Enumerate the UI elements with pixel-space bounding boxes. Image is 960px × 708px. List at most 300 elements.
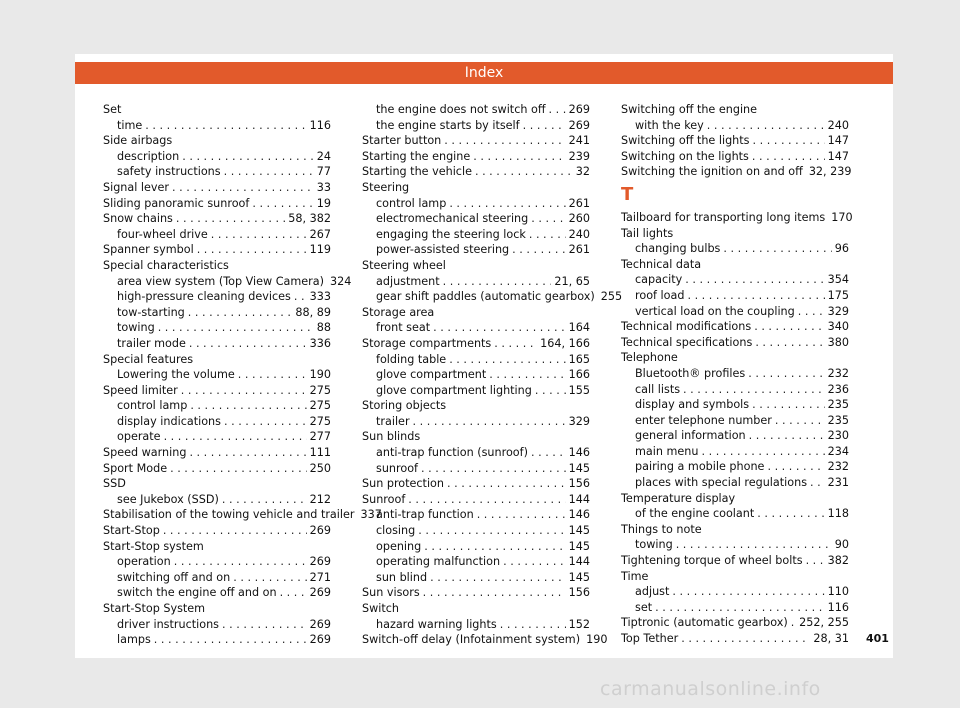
page-reference: 111	[309, 446, 331, 460]
page-reference: 24	[316, 149, 331, 163]
entry-text: call lists	[635, 382, 681, 396]
dot-leader	[280, 585, 307, 601]
entry-text: electromechanical steering	[376, 212, 529, 226]
dot-leader	[529, 227, 566, 243]
index-entry	[621, 553, 849, 569]
dot-leader	[444, 133, 565, 149]
page-reference: 236	[827, 382, 849, 396]
index-subentry	[362, 227, 590, 243]
entry-text: Switching off the lights	[621, 134, 750, 148]
entry-text: vertical load on the coupling	[635, 304, 795, 318]
dot-leader	[753, 133, 825, 149]
page-reference: 19	[316, 196, 331, 210]
page-reference: 329	[568, 414, 590, 428]
entry-text: see Jukebox (SSD)	[117, 492, 219, 506]
page-reference: 119	[309, 243, 331, 257]
dot-leader	[749, 428, 825, 444]
index-entry	[362, 476, 590, 492]
entry-text: power-assisted steering	[376, 243, 510, 257]
entry-text: enter telephone number	[635, 413, 772, 427]
entry-text: Stabilisation of the towing vehicle and trailer	[103, 508, 355, 522]
entry-text: control lamp	[376, 196, 447, 210]
entry-text: driver instructions	[117, 617, 219, 631]
dot-leader	[500, 617, 566, 633]
index-entry	[103, 242, 331, 258]
page-reference: 382	[827, 554, 849, 568]
page-reference: 32	[575, 165, 590, 179]
entry-text: anti-trap function	[376, 508, 474, 522]
dot-leader	[494, 336, 537, 352]
entry-text: Switching the ignition on and off	[621, 165, 803, 179]
dot-leader	[408, 492, 565, 508]
entry-text: Set	[103, 103, 122, 116]
entry-text: Sunroof	[362, 492, 406, 506]
entry-text: Tailboard for transporting long items	[621, 210, 826, 224]
index-subentry	[621, 241, 849, 257]
index-subentry	[103, 289, 331, 305]
index-subentry	[103, 164, 331, 180]
page-reference: 271	[309, 570, 331, 584]
dot-leader	[685, 272, 824, 288]
index-entry	[103, 476, 331, 492]
index-subentry	[621, 382, 849, 398]
dot-leader	[172, 180, 314, 196]
index-subentry	[362, 461, 590, 477]
index-entry	[362, 133, 590, 149]
entry-text: Special characteristics	[103, 258, 229, 272]
index-subentry	[103, 617, 331, 633]
entry-text: Time	[621, 569, 649, 583]
index-subentry	[103, 554, 331, 570]
entry-text: display indications	[117, 414, 221, 428]
page-reference: 380	[827, 335, 849, 349]
page-reference: 230	[827, 429, 849, 443]
entry-text: Starting the engine	[362, 149, 471, 163]
page-reference: 212	[309, 492, 331, 506]
index-subentry	[103, 429, 331, 445]
entry-text: towing	[117, 321, 155, 335]
entry-text: display and symbols	[635, 398, 750, 412]
dot-leader	[189, 336, 307, 352]
index-subentry	[621, 272, 849, 288]
dot-leader	[449, 352, 565, 368]
page-reference: 28, 31	[813, 632, 849, 645]
entry-text: Storage compartments	[362, 336, 492, 350]
entry-text: Tail lights	[621, 226, 674, 240]
entry-text: adjust	[635, 585, 670, 599]
entry-text: Technical specifications	[621, 335, 753, 349]
index-subentry	[621, 475, 849, 491]
index-subentry	[621, 288, 849, 304]
dot-leader	[531, 211, 565, 227]
page-reference: 269	[309, 586, 331, 600]
page-number: 401	[866, 632, 889, 645]
index-entry	[621, 149, 849, 165]
entry-text: Bluetooth® profiles	[635, 366, 746, 380]
index-subentry	[103, 398, 331, 414]
index-column-2	[362, 102, 623, 648]
entry-text: Steering wheel	[362, 258, 446, 272]
page-reference: 232	[827, 366, 849, 380]
dot-leader	[224, 414, 307, 430]
page-reference: 145	[568, 524, 590, 538]
entry-text: opening	[376, 539, 422, 553]
index-subentry	[103, 632, 331, 648]
entry-text: Switch-off delay (Infotainment system)	[362, 633, 581, 647]
page-reference: 152	[568, 617, 590, 631]
dot-leader	[433, 320, 566, 336]
entry-text: Signal lever	[103, 180, 170, 194]
entry-text: description	[117, 149, 180, 163]
entry-text: Tiptronic (automatic gearbox)	[621, 616, 788, 630]
entry-text: roof load	[635, 288, 685, 302]
page-reference: 231	[827, 476, 849, 490]
dot-leader	[676, 537, 832, 553]
index-entry	[621, 319, 849, 335]
entry-text: adjustment	[376, 274, 440, 288]
page-reference: 190	[309, 368, 331, 382]
dot-leader	[170, 461, 307, 477]
dot-leader	[222, 492, 307, 508]
entry-text: Steering	[362, 180, 410, 194]
page-reference: 96	[834, 242, 849, 256]
dot-leader	[810, 475, 825, 491]
entry-text: Sun blinds	[362, 430, 421, 444]
page-reference: 165	[568, 352, 590, 366]
index-entry	[621, 210, 853, 226]
page-reference: 337	[360, 508, 382, 522]
index-entry	[621, 491, 849, 507]
page-reference: 170	[831, 210, 853, 224]
index-entry	[103, 133, 331, 149]
index-subentry	[362, 539, 590, 555]
index-entry	[103, 507, 382, 523]
index-entry	[362, 258, 590, 274]
page-reference: 275	[309, 414, 331, 428]
entry-text: Spanner symbol	[103, 243, 194, 257]
page-reference: 269	[309, 633, 331, 647]
dot-leader	[701, 444, 824, 460]
index-entry	[103, 601, 331, 617]
index-subentry	[103, 367, 331, 383]
page-reference: 241	[568, 134, 590, 148]
page-reference: 33	[316, 180, 331, 194]
dot-leader	[503, 554, 566, 570]
page-reference: 110	[827, 585, 849, 599]
entry-text: towing	[635, 538, 673, 552]
entry-text: operate	[117, 430, 161, 444]
page-reference: 145	[568, 570, 590, 584]
dot-leader	[757, 506, 824, 522]
index-header: Index	[75, 62, 893, 84]
index-entry	[362, 305, 590, 321]
dot-leader	[163, 523, 307, 539]
index-subentry	[621, 459, 849, 475]
index-subentry	[362, 320, 590, 336]
index-entry	[621, 522, 849, 538]
page-reference: 88, 89	[295, 305, 331, 319]
entry-text: Sliding panoramic sunroof	[103, 196, 250, 210]
dot-leader	[197, 242, 307, 258]
index-entry	[621, 569, 849, 585]
page-reference: 190	[586, 633, 608, 647]
entry-text: capacity	[635, 273, 683, 287]
entry-text: Things to note	[621, 522, 702, 536]
entry-text: Start-Stop	[103, 524, 160, 538]
index-subentry	[621, 304, 849, 320]
entry-text: Telephone	[621, 351, 678, 365]
entry-text: safety instructions	[117, 165, 221, 179]
index-subentry	[362, 617, 590, 633]
entry-text: Sun visors	[362, 586, 420, 600]
index-subentry	[103, 414, 331, 430]
dot-leader	[723, 241, 831, 257]
index-entry	[103, 196, 331, 212]
index-entry	[621, 164, 852, 180]
index-section-letter: T	[621, 183, 634, 205]
dot-leader	[681, 631, 810, 647]
dot-leader	[672, 584, 824, 600]
index-entry	[621, 615, 849, 631]
dot-leader	[767, 459, 824, 475]
dot-leader	[421, 461, 566, 477]
index-subentry	[362, 242, 590, 258]
entry-text: closing	[376, 524, 416, 538]
entry-text: Sun protection	[362, 477, 444, 491]
page-reference: 145	[568, 461, 590, 475]
dot-leader	[252, 196, 313, 212]
page-reference: 144	[568, 492, 590, 506]
entry-text: trailer	[376, 414, 410, 428]
entry-text: engaging the steering lock	[376, 227, 526, 241]
entry-text: Storage area	[362, 305, 435, 319]
dot-leader	[145, 118, 306, 134]
page-reference: 336	[309, 336, 331, 350]
page-reference: 88	[316, 321, 331, 335]
index-entry	[103, 352, 331, 368]
index-entry	[103, 180, 331, 196]
index-subentry	[103, 336, 331, 352]
dot-leader	[189, 445, 306, 461]
index-subentry	[103, 585, 331, 601]
index-entry	[103, 258, 331, 274]
index-entry	[103, 383, 331, 399]
page-reference: 234	[827, 444, 849, 458]
index-entry	[103, 539, 331, 555]
index-subentry	[103, 570, 331, 586]
entry-text: SSD	[103, 477, 126, 491]
page-reference: 235	[827, 413, 849, 427]
entry-text: hazard warning lights	[376, 617, 497, 631]
dot-leader	[775, 413, 825, 429]
page-reference: 175	[827, 288, 849, 302]
index-subentry	[103, 305, 331, 321]
dot-leader	[512, 242, 565, 258]
index-subentry	[621, 444, 849, 460]
index-entry	[362, 632, 608, 648]
dot-leader	[158, 320, 314, 336]
dot-leader	[707, 118, 825, 134]
entry-text: Technical data	[621, 257, 702, 271]
entry-text: operating malfunction	[376, 555, 501, 569]
index-subentry	[362, 196, 590, 212]
index-entry	[103, 445, 331, 461]
entry-text: Speed warning	[103, 446, 187, 460]
entry-text: Start-Stop System	[103, 602, 206, 615]
dot-leader	[791, 615, 796, 631]
entry-text: trailer mode	[117, 336, 186, 350]
dot-leader	[752, 149, 825, 165]
entry-text: Snow chains	[103, 212, 173, 226]
index-subentry	[103, 492, 331, 508]
entry-text: Sport Mode	[103, 461, 168, 475]
index-subentry	[621, 428, 849, 444]
entry-text: Speed limiter	[103, 383, 178, 397]
index-subentry	[362, 414, 590, 430]
page-reference: 252, 255	[799, 616, 849, 630]
entry-text: glove compartment lighting	[376, 383, 532, 397]
entry-text: switching off and on	[117, 570, 231, 584]
entry-text: Start-Stop system	[103, 539, 204, 553]
dot-leader	[190, 398, 306, 414]
entry-text: operation	[117, 555, 171, 569]
page-reference: 146	[568, 446, 590, 460]
index-subentry	[103, 149, 331, 165]
index-column-3	[621, 102, 853, 647]
index-subentry	[621, 506, 849, 522]
entry-text: Technical modifications	[621, 320, 752, 334]
entry-text: with the key	[635, 118, 704, 132]
entry-text: general information	[635, 429, 746, 443]
dot-leader	[748, 366, 824, 382]
page-reference: 166	[568, 368, 590, 382]
index-entry	[103, 461, 331, 477]
entry-text: front seat	[376, 321, 431, 335]
page-reference: 116	[827, 600, 849, 614]
entry-text: switch the engine off and on	[117, 586, 277, 600]
dot-leader	[798, 304, 825, 320]
page-reference: 145	[568, 539, 590, 553]
page-reference: 239	[568, 149, 590, 163]
dot-leader	[449, 196, 565, 212]
entry-text: Special features	[103, 352, 194, 366]
page-reference: 90	[834, 538, 849, 552]
dot-leader	[154, 632, 307, 648]
page-reference: 232	[827, 460, 849, 474]
dot-leader	[174, 554, 307, 570]
page-reference: 324	[330, 274, 352, 288]
entry-text: Switching on the lights	[621, 149, 749, 163]
entry-text: of the engine coolant	[635, 507, 755, 521]
index-subentry	[362, 352, 590, 368]
dot-leader	[655, 600, 825, 616]
index-subentry	[621, 413, 849, 429]
page-reference: 277	[309, 430, 331, 444]
page-reference: 240	[827, 118, 849, 132]
entry-text: Storing objects	[362, 399, 447, 413]
dot-leader	[418, 523, 565, 539]
entry-text: tow-starting	[117, 305, 185, 319]
index-entry	[103, 523, 331, 539]
index-entry	[621, 350, 849, 366]
index-subentry	[362, 118, 590, 134]
entry-text: lamps	[117, 633, 151, 647]
entry-text: area view system (Top View Camera)	[117, 274, 324, 288]
dot-leader	[475, 164, 573, 180]
page-reference: 164	[568, 321, 590, 335]
entry-text: four-wheel drive	[117, 227, 208, 241]
index-subentry	[362, 507, 590, 523]
dot-leader	[222, 617, 307, 633]
dot-leader	[523, 118, 566, 134]
dot-leader	[752, 397, 825, 413]
index-subentry	[362, 367, 590, 383]
page-reference: 267	[309, 227, 331, 241]
index-subentry	[362, 523, 590, 539]
page-reference: 156	[568, 586, 590, 600]
index-entry	[621, 257, 849, 273]
entry-text: set	[635, 600, 653, 614]
entry-text: the engine starts by itself	[376, 118, 520, 132]
dot-leader	[188, 305, 293, 321]
index-entry	[103, 211, 331, 227]
page-reference: 144	[568, 555, 590, 569]
watermark: carmanualsonline.info	[600, 678, 821, 700]
dot-leader	[294, 289, 307, 305]
dot-leader	[473, 149, 565, 165]
dot-leader	[754, 319, 824, 335]
index-column-1	[103, 102, 382, 648]
index-subentry	[362, 289, 623, 305]
page-reference: 261	[568, 243, 590, 257]
page-reference: 146	[568, 508, 590, 522]
dot-leader	[224, 164, 314, 180]
dot-leader	[806, 553, 825, 569]
dot-leader	[687, 288, 824, 304]
entry-text: control lamp	[117, 399, 188, 413]
entry-text: gear shift paddles (automatic gearbox)	[376, 290, 595, 304]
entry-text: Temperature display	[621, 491, 736, 505]
index-subentry	[621, 537, 849, 553]
index-entry	[362, 429, 590, 445]
page-reference: 116	[309, 118, 331, 132]
entry-text: anti-trap function (sunroof)	[376, 446, 528, 460]
index-entry	[621, 631, 849, 647]
dot-leader	[211, 227, 307, 243]
page-reference: 269	[309, 555, 331, 569]
index-subentry	[362, 554, 590, 570]
index-entry	[621, 102, 849, 118]
page-reference: 269	[309, 524, 331, 538]
dot-leader	[477, 507, 566, 523]
dot-leader	[181, 383, 307, 399]
page-reference: 240	[568, 227, 590, 241]
entry-text: high-pressure cleaning devices	[117, 290, 291, 304]
page-reference: 164, 166	[540, 336, 590, 350]
page-reference: 250	[309, 461, 331, 475]
entry-text: pairing a mobile phone	[635, 460, 765, 474]
dot-leader	[443, 274, 552, 290]
index-subentry	[362, 211, 590, 227]
index-entry	[362, 398, 590, 414]
page-reference: 32, 239	[808, 165, 852, 179]
dot-leader	[430, 570, 566, 586]
page-reference: 260	[568, 212, 590, 226]
dot-leader	[447, 476, 566, 492]
entry-text: glove compartment	[376, 368, 487, 382]
page-reference: 147	[827, 149, 849, 163]
page-reference: 77	[316, 165, 331, 179]
